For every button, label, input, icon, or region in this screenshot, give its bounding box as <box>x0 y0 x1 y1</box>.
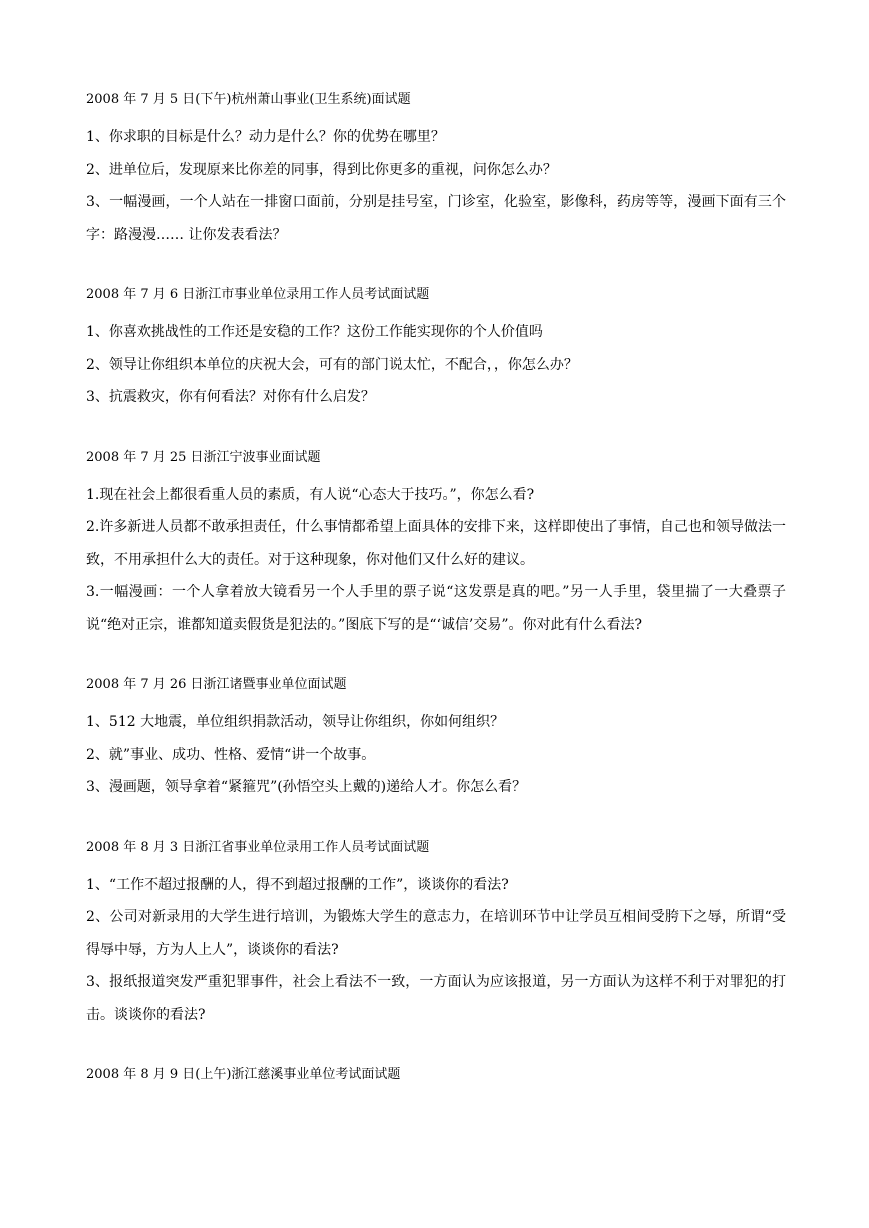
question-item: 3、一幅漫画，一个人站在一排窗口面前，分别是挂号室，门诊室，化验室，影像科，药房等等，漫画下面有三个字：路漫漫…… 让你发表看法？ <box>86 194 786 243</box>
exam-section-5 <box>86 836 786 1032</box>
section-heading: 2008 年 7 月 6 日浙江市事业单位录用工作人员考试面试题 <box>86 287 430 302</box>
document-body <box>86 88 786 1096</box>
question-item: 2.许多新进人员都不敢承担责任，什么事情都希望上面具体的安排下来，这样即使出了事情，自己也和领导做法一致，不用承担什么大的责任。对于这种现象，你对他们又什么好的建议。 <box>86 519 786 568</box>
question-item: 3、漫画题，领导拿着“紧箍咒”(孙悟空头上戴的)递给人才。你怎么看？ <box>86 779 527 795</box>
question-item: 1.现在社会上都很看重人员的素质，有人说“心态大于技巧。”，你怎么看? <box>86 486 535 503</box>
section-heading: 2008 年 7 月 5 日(下午)杭州萧山事业(卫生系统)面试题 <box>86 92 411 107</box>
exam-section-4 <box>86 673 786 804</box>
section-heading: 2008 年 8 月 9 日(上午)浙江慈溪事业单位考试面试题 <box>86 1067 401 1082</box>
section-heading: 2008 年 7 月 25 日浙江宁波事业面试题 <box>86 449 321 465</box>
question-item: 1、你喜欢挑战性的工作还是安稳的工作？这份工作能实现你的个人价值吗 <box>86 324 543 340</box>
question-item: 1、你求职的目标是什么？动力是什么？你的优势在哪里？ <box>86 129 445 145</box>
question-item: 1、“工作不超过报酬的人，得不到超过报酬的工作”，谈谈你的看法? <box>86 876 509 893</box>
question-item: 1、512 大地震，单位组织捐款活动，领导让你组织，你如何组织？ <box>86 714 505 730</box>
question-item: 3.一幅漫画：一个人拿着放大镜看另一个人手里的票子说“这发票是真的吧。”另一人手里，袋里揣了一大叠票子说“绝对正宗，谁都知道卖假货是犯法的。”图底下写的是“‘诚信’交易”。你对此有什么看法? <box>86 584 786 633</box>
question-item: 2、领导让你组织本单位的庆祝大会，可有的部门说太忙，不配合，，你怎么办？ <box>86 356 578 373</box>
question-item: 2、就”事业、成功、性格、爱情“讲一个故事。 <box>86 746 376 763</box>
exam-section-2 <box>86 283 786 414</box>
exam-section-1 <box>86 88 786 251</box>
question-item: 3、抗震救灾，你有何看法？对你有什么启发？ <box>86 389 375 405</box>
section-heading: 2008 年 7 月 26 日浙江诸暨事业单位面试题 <box>86 677 347 692</box>
question-item: 2、进单位后，发现原来比你差的同事，得到比你更多的重视，问你怎么办？ <box>86 161 557 178</box>
exam-section-3 <box>86 446 786 642</box>
section-heading: 2008 年 8 月 3 日浙江省事业单位录用工作人员考试面试题 <box>86 839 430 855</box>
question-item: 3、报纸报道突发严重犯罪事件，社会上看法不一致，一方面认为应该报道，另一方面认为这样不利于对罪犯的打击。谈谈你的看法? <box>86 974 786 1023</box>
exam-section-6 <box>86 1063 786 1087</box>
question-item: 2、公司对新录用的大学生进行培训，为锻炼大学生的意志力，在培训环节中让学员互相间受胯下之辱，所谓“受得辱中辱，方为人上人”，谈谈你的看法? <box>86 909 786 958</box>
